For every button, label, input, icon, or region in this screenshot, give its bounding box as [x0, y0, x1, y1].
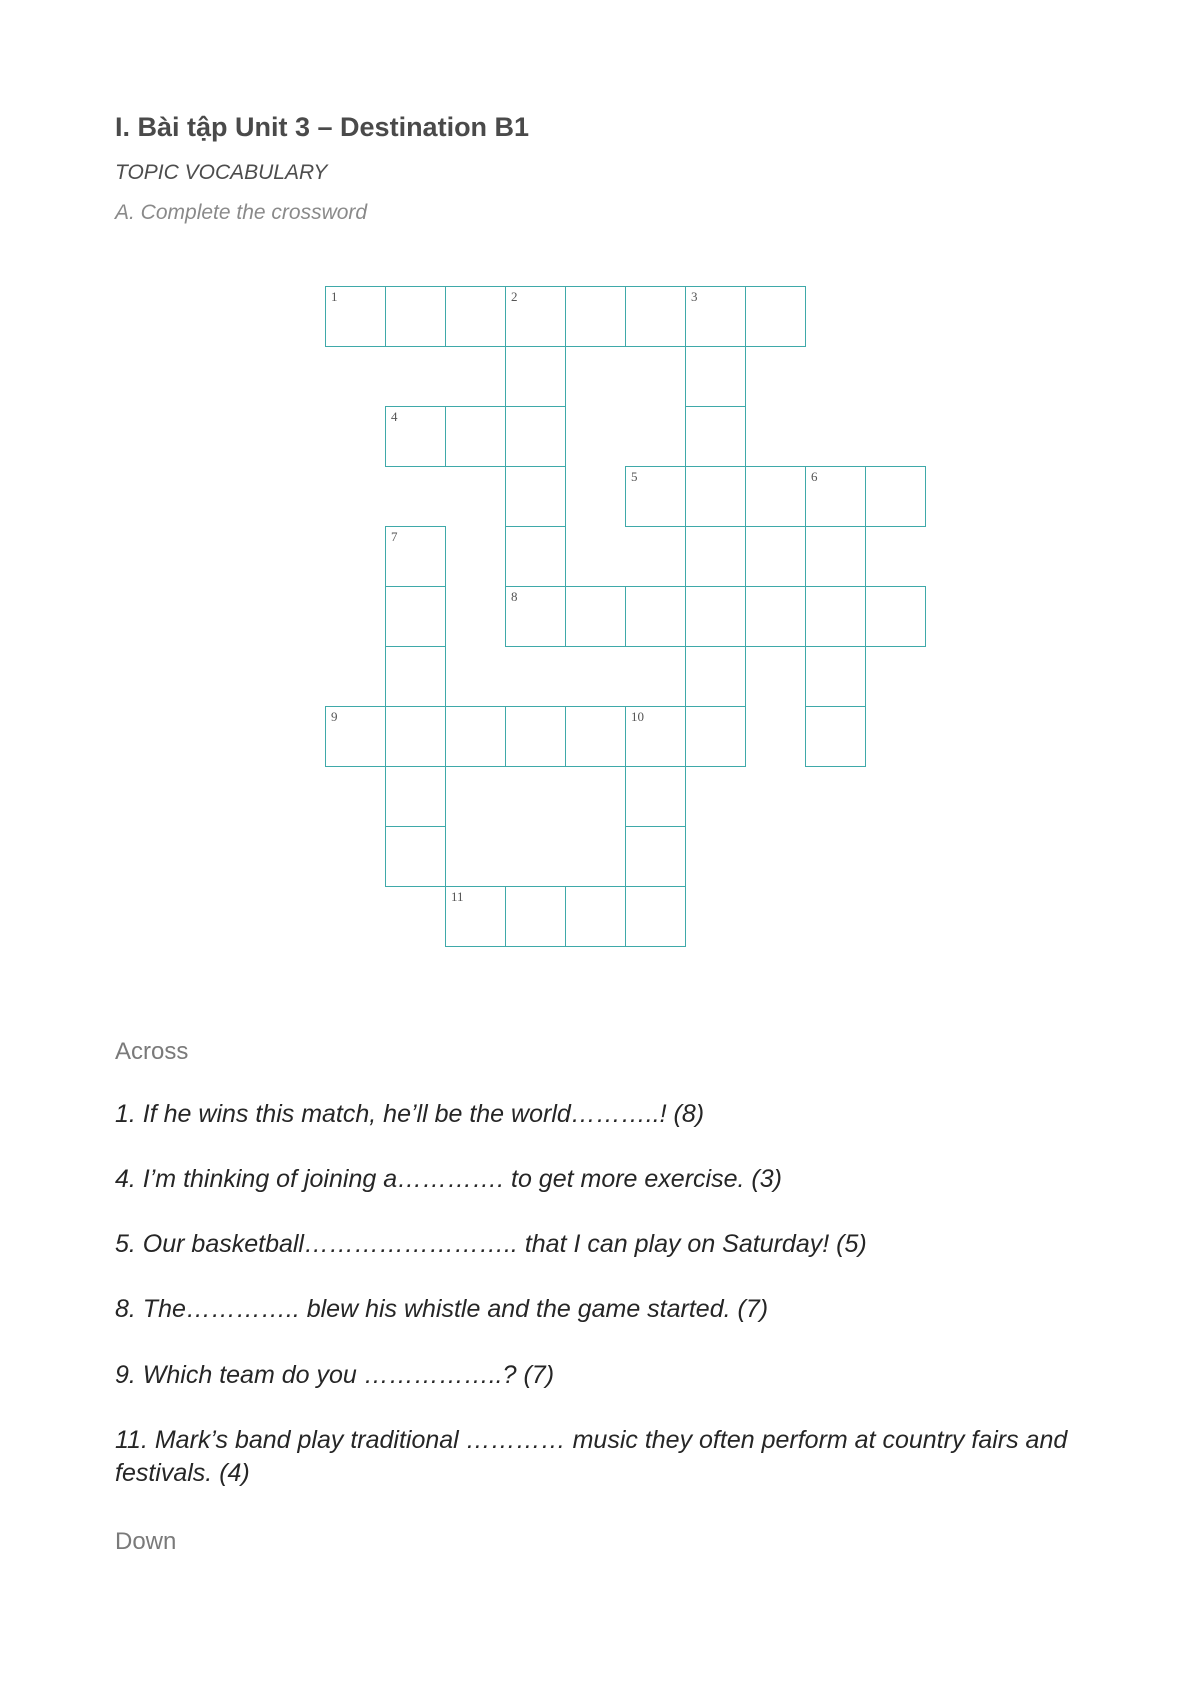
clue-across-11: 11. Mark’s band play traditional ………… music they often perform at country fairs and festivals. (4) [115, 1426, 1068, 1487]
clue-number: 8 [511, 589, 518, 604]
clue-number: 10 [631, 709, 644, 724]
crossword-cell[interactable] [505, 526, 566, 587]
crossword-cell[interactable] [385, 586, 446, 647]
crossword-cell[interactable] [385, 646, 446, 707]
crossword-cell[interactable] [325, 286, 386, 347]
crossword-cell[interactable] [505, 586, 566, 647]
crossword-cell[interactable] [805, 706, 866, 767]
crossword-cell[interactable] [745, 466, 806, 527]
page-title: I. Bài tập Unit 3 – Destination B1 [115, 112, 530, 142]
crossword-cell[interactable] [625, 466, 686, 527]
clue-across-4: 4. I’m thinking of joining a…………. to get more exercise. (3) [115, 1165, 782, 1193]
crossword-cell[interactable] [685, 586, 746, 647]
crossword-cell[interactable] [445, 706, 506, 767]
down-heading: Down [115, 1528, 177, 1555]
crossword-cell[interactable] [505, 406, 566, 467]
crossword-cell[interactable] [625, 706, 686, 767]
clue-across-5: 5. Our basketball…………………….. that I can play on Saturday! (5) [115, 1230, 867, 1258]
crossword-cell[interactable] [865, 466, 926, 527]
crossword-cell[interactable] [385, 526, 446, 587]
crossword-cell[interactable] [445, 406, 506, 467]
across-heading: Across [115, 1038, 189, 1065]
crossword-cell[interactable] [745, 286, 806, 347]
crossword-cell[interactable] [505, 706, 566, 767]
clue-number: 5 [631, 469, 638, 484]
crossword-cell[interactable] [685, 706, 746, 767]
clue-number: 1 [331, 289, 338, 304]
crossword-cell[interactable] [565, 286, 626, 347]
crossword-cell[interactable] [385, 826, 446, 887]
crossword-cell[interactable] [385, 766, 446, 827]
clue-across-1: 1. If he wins this match, he’ll be the world………..! (8) [115, 1100, 705, 1128]
crossword-cell[interactable] [625, 886, 686, 947]
clue-number: 11 [451, 889, 464, 904]
clue-across-8: 8. The………….. blew his whistle and the game started. (7) [115, 1295, 769, 1323]
crossword-cell[interactable] [745, 586, 806, 647]
crossword-cell[interactable] [625, 766, 686, 827]
crossword-cell[interactable] [385, 406, 446, 467]
clue-number: 3 [691, 289, 698, 304]
crossword-cell[interactable] [505, 886, 566, 947]
crossword-cell[interactable] [805, 586, 866, 647]
crossword-cell[interactable] [805, 466, 866, 527]
crossword-cell[interactable] [505, 286, 566, 347]
clue-number: 4 [391, 409, 398, 424]
crossword-cell[interactable] [445, 286, 506, 347]
instruction-text: A. Complete the crossword [115, 201, 368, 224]
crossword-cell[interactable] [625, 826, 686, 887]
crossword-cell[interactable] [565, 706, 626, 767]
crossword-cell[interactable] [805, 526, 866, 587]
crossword-cell[interactable] [685, 526, 746, 587]
clue-across-9: 9. Which team do you ……………..? (7) [115, 1361, 555, 1389]
crossword-cell[interactable] [865, 586, 926, 647]
crossword-cell[interactable] [685, 466, 746, 527]
crossword-cell[interactable] [565, 886, 626, 947]
clue-number: 7 [391, 529, 398, 544]
crossword-cell[interactable] [505, 346, 566, 407]
clue-number: 9 [331, 709, 338, 724]
crossword-cell[interactable] [625, 286, 686, 347]
crossword-cell[interactable] [385, 286, 446, 347]
crossword-cell[interactable] [445, 886, 506, 947]
crossword-cell[interactable] [685, 406, 746, 467]
crossword-cell[interactable] [685, 286, 746, 347]
crossword-cell[interactable] [685, 646, 746, 707]
crossword-cell[interactable] [325, 706, 386, 767]
clue-number: 2 [511, 289, 518, 304]
crossword-cell[interactable] [565, 586, 626, 647]
crossword-cell[interactable] [505, 466, 566, 527]
clue-number: 6 [811, 469, 818, 484]
crossword-cell[interactable] [685, 346, 746, 407]
crossword-cell[interactable] [625, 586, 686, 647]
crossword-cell[interactable] [805, 646, 866, 707]
crossword-cell[interactable] [385, 706, 446, 767]
topic-heading: TOPIC VOCABULARY [115, 161, 328, 184]
